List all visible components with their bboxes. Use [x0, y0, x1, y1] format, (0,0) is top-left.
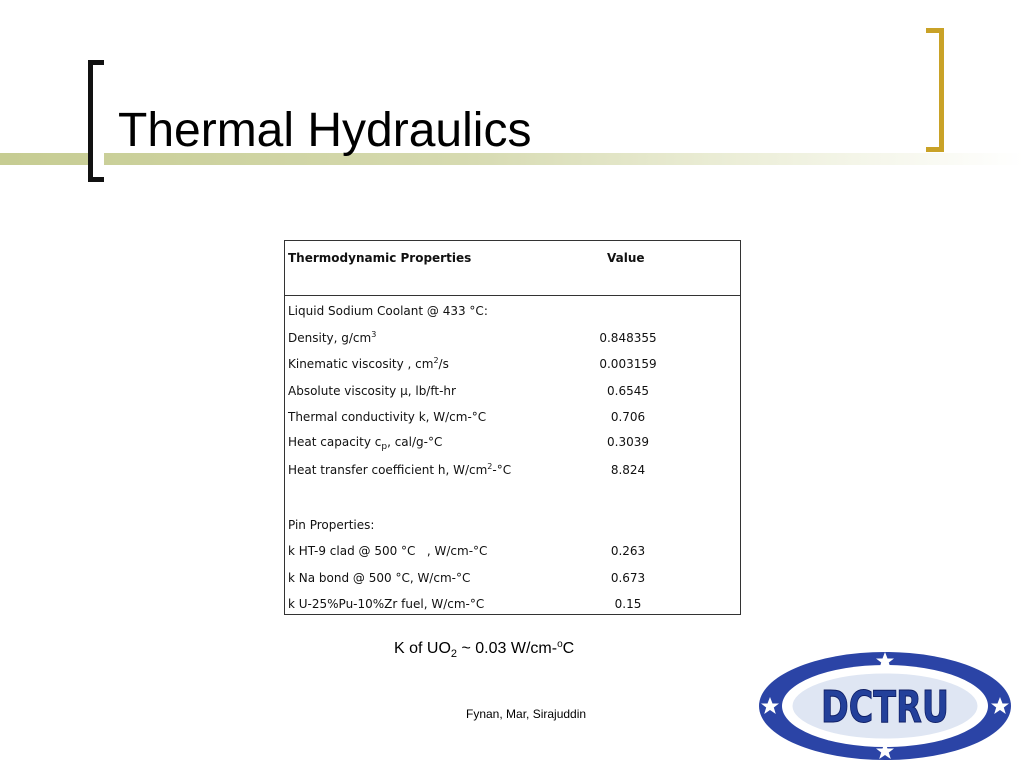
table-row-coolant-section: [285, 302, 740, 322]
uo2-conductivity-note: K of $UO_2$ ~ 0.03 W/cm-$^o$C: [394, 639, 575, 660]
kinematic-viscosity-value: 0.003159: [599, 357, 657, 371]
thermal-conductivity-label: Thermal conductivity k, W/cm-°C: [288, 410, 487, 424]
table-row-density: [285, 329, 740, 349]
thermodynamic-properties-table: [284, 240, 741, 615]
absolute-viscosity-label: Absolute viscosity μ, lb/ft-hr: [288, 384, 456, 398]
pin-section-label: Pin Properties:: [288, 518, 375, 532]
table-header: [285, 241, 740, 296]
density-label: Density, $g/cm^3$: [288, 330, 377, 345]
ht9-clad-label: k HT-9 clad @ 500 °C , W/cm-°C: [288, 544, 488, 558]
fuel-label: k U-25%Pu-10%Zr fuel, W/cm-°C: [288, 597, 485, 611]
table-row-absolute-viscosity: [285, 382, 740, 402]
na-bond-label: k Na bond @ 500 °C, W/cm-°C: [288, 571, 471, 585]
heat-transfer-value: 8.824: [610, 463, 646, 477]
header-value: Value: [607, 251, 645, 265]
heat-capacity-value: 0.3039: [607, 435, 649, 449]
table-row-heat-capacity: [285, 433, 740, 453]
logo-text: DCTRU: [821, 682, 949, 733]
coolant-section-label: Liquid Sodium Coolant @ 433 °C:: [288, 304, 488, 318]
kinematic-viscosity-label: Kinematic viscosity , $cm^2/s$: [288, 356, 449, 371]
ht9-clad-value: 0.263: [610, 544, 646, 558]
table-row-fuel: [285, 595, 740, 615]
absolute-viscosity-value: 0.6545: [607, 384, 649, 398]
table-row-ht9-clad: [285, 542, 740, 562]
heat-transfer-label: Heat transfer coefficient h, $W/cm^2-^\circ C$: [288, 462, 512, 477]
density-value: 0.848355: [599, 331, 657, 345]
table-row-heat-transfer-coefficient: [285, 461, 740, 481]
dctru-logo: [757, 650, 1013, 762]
table-row-na-bond: [285, 569, 740, 589]
footer-credit: Fynan, Mar, Sirajuddin: [466, 707, 587, 721]
thermal-conductivity-value: 0.706: [610, 410, 646, 424]
table-row-pin-section: [285, 516, 740, 536]
heat-capacity-label: Heat capacity $c_p$, cal/g-°C: [288, 435, 443, 452]
slide-title: Thermal Hydraulics: [118, 104, 532, 157]
left-bracket-decoration: [88, 60, 104, 182]
header-property: Thermodynamic Properties: [288, 251, 472, 265]
table-row-thermal-conductivity: [285, 408, 740, 428]
fuel-value: 0.15: [614, 597, 642, 611]
right-bracket-decoration: [926, 28, 944, 152]
table-row-kinematic-viscosity: [285, 355, 740, 375]
na-bond-value: 0.673: [610, 571, 646, 585]
